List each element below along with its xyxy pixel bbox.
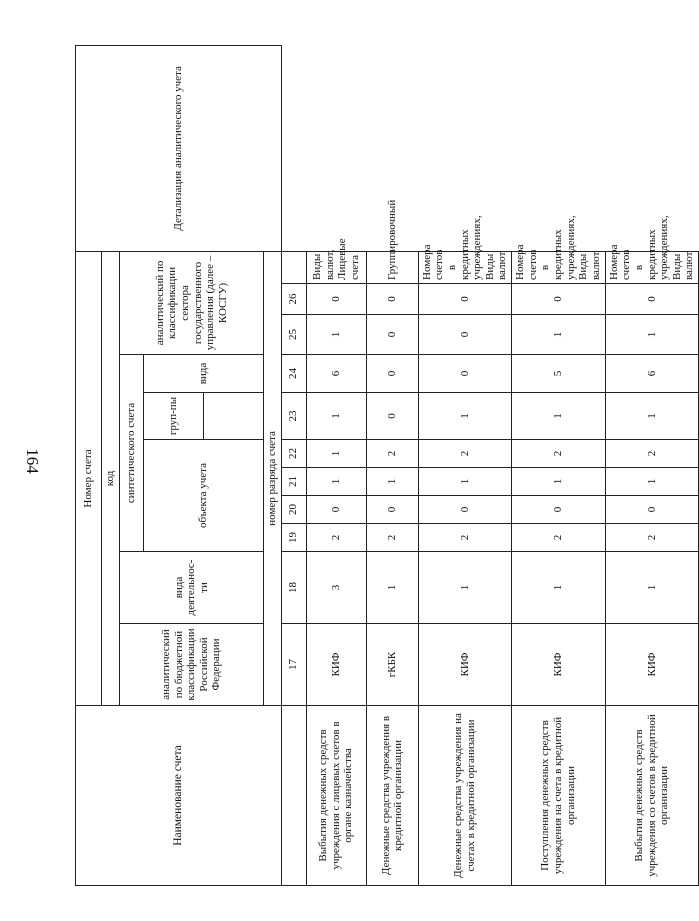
digit-17: 17 — [281, 624, 306, 706]
table-row — [418, 45, 511, 885]
account-detail: Виды валют, Лицевые счета — [306, 251, 366, 283]
table-row — [512, 45, 605, 885]
cell-24: 6 — [605, 355, 698, 393]
cell-26: 0 — [418, 284, 511, 315]
table-row — [366, 45, 418, 885]
account-number-header: Номер счета — [76, 251, 102, 705]
cell-20: 0 — [512, 496, 605, 524]
accounts-table — [75, 45, 699, 886]
cell-20: 0 — [306, 496, 366, 524]
cell-26: 0 — [512, 284, 605, 315]
cell-26: 0 — [306, 284, 366, 315]
cell-23: 1 — [418, 393, 511, 440]
account-detail: Группировочный — [366, 251, 418, 283]
cell-18: 3 — [306, 552, 366, 624]
account-detail: Номера счетов в кредитных учреждениях, Виды валют — [418, 251, 511, 283]
accounts-table-rotated — [75, 46, 696, 886]
cell-17: КИФ — [418, 624, 511, 706]
cell-25: 1 — [605, 315, 698, 355]
cell-20: 0 — [605, 496, 698, 524]
account-name: Выбытия денежных средств учреждения со счетов в кредитной организации — [605, 706, 698, 886]
cell-23: 0 — [366, 393, 418, 440]
cell-21: 1 — [418, 468, 511, 496]
account-name: Денежные средства учреждения на счетах в кредитной организации — [418, 706, 511, 886]
cell-23: 1 — [512, 393, 605, 440]
digit-24: 24 — [281, 355, 306, 393]
cell-19: 2 — [512, 524, 605, 552]
cell-22: 1 — [306, 440, 366, 468]
cell-17: гКБК — [366, 624, 418, 706]
cell-20: 0 — [418, 496, 511, 524]
synthetic-account-header: синтетического счета — [120, 355, 144, 552]
cell-25: 0 — [366, 315, 418, 355]
digit-positions-spacer-end — [281, 251, 306, 283]
cell-24: 0 — [418, 355, 511, 393]
activity-type-header: вида деятельнос-ти — [120, 552, 264, 624]
cell-19: 2 — [306, 524, 366, 552]
detail-header: Детализация аналитического учета — [76, 45, 282, 251]
table-row — [306, 45, 366, 885]
digit-25: 25 — [281, 315, 306, 355]
account-object-header: объекта учета — [144, 440, 264, 552]
cell-21: 1 — [366, 468, 418, 496]
cell-23: 1 — [306, 393, 366, 440]
digit-positions-spacer — [281, 706, 306, 886]
header-row-1 — [76, 45, 102, 885]
page-number: 164 — [23, 448, 42, 474]
cell-23: 1 — [605, 393, 698, 440]
table-row — [605, 45, 698, 885]
cell-24: 0 — [366, 355, 418, 393]
cell-17: КИФ — [512, 624, 605, 706]
digit-22: 22 — [281, 440, 306, 468]
cell-17: КИФ — [605, 624, 698, 706]
cell-18: 1 — [366, 552, 418, 624]
digit-positions-row — [281, 45, 306, 885]
cell-22: 2 — [418, 440, 511, 468]
digit-21: 21 — [281, 468, 306, 496]
cell-19: 2 — [366, 524, 418, 552]
cell-18: 1 — [418, 552, 511, 624]
account-name: Денежные средства учреждения в кредитной организации — [366, 706, 418, 886]
cell-21: 1 — [512, 468, 605, 496]
cell-25: 1 — [306, 315, 366, 355]
cell-24: 6 — [306, 355, 366, 393]
cell-20: 0 — [366, 496, 418, 524]
kind-header: вида — [144, 355, 264, 393]
cell-26: 0 — [605, 284, 698, 315]
cell-25: 0 — [418, 315, 511, 355]
code-header: код — [102, 251, 120, 705]
group-header-cont — [204, 393, 264, 440]
cell-22: 2 — [512, 440, 605, 468]
cell-25: 1 — [512, 315, 605, 355]
cell-21: 1 — [605, 468, 698, 496]
digit-18: 18 — [281, 552, 306, 624]
digit-23: 23 — [281, 393, 306, 440]
account-name: Поступления денежных средств учреждения на счета в кредитной организации — [512, 706, 605, 886]
account-detail: Номера счетов в кредитных учреждениях, Виды валют — [512, 251, 605, 283]
digit-number-header: номер разряда счета — [264, 251, 282, 705]
cell-26: 0 — [366, 284, 418, 315]
cell-24: 5 — [512, 355, 605, 393]
digit-26: 26 — [281, 284, 306, 315]
digit-19: 19 — [281, 524, 306, 552]
cell-18: 1 — [512, 552, 605, 624]
account-name-header: Наименование счета — [76, 706, 282, 886]
cell-22: 2 — [605, 440, 698, 468]
group-header: груп-пы — [144, 393, 204, 440]
analytic-kosgu-header: аналитический по классификации сектора государственного управления (далее – КОСГУ) — [120, 251, 264, 354]
cell-21: 1 — [306, 468, 366, 496]
account-name: Выбытия денежных средств учреждения с лицевых счетов в органе казначейства — [306, 706, 366, 886]
cell-19: 2 — [605, 524, 698, 552]
cell-17: КИФ — [306, 624, 366, 706]
digit-20: 20 — [281, 496, 306, 524]
cell-22: 2 — [366, 440, 418, 468]
account-detail: Номера счетов в кредитных учреждениях, Виды валют — [605, 251, 698, 283]
cell-18: 1 — [605, 552, 698, 624]
analytic-budget-header: аналитический по бюджетной классификации Российской Федерации — [120, 624, 264, 706]
cell-19: 2 — [418, 524, 511, 552]
